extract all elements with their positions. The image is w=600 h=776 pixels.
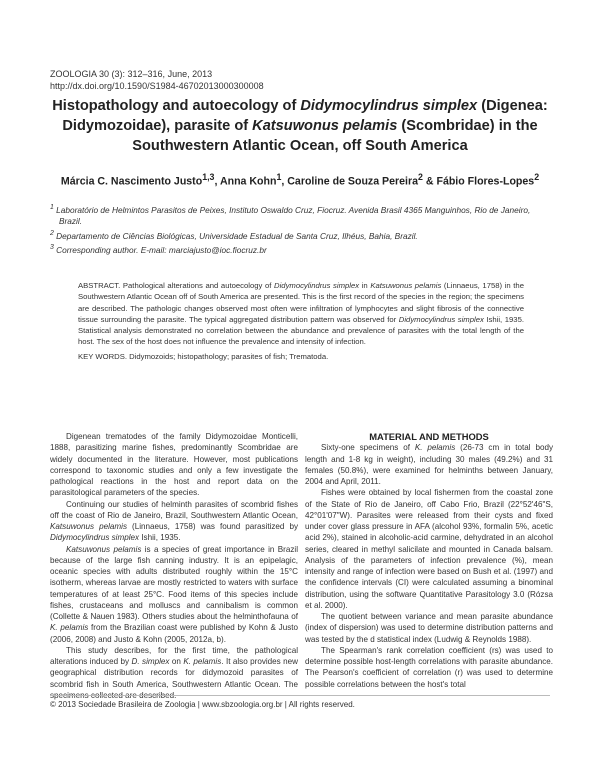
paragraph: Sixty-one specimens of K. pelamis (26-73 cm in total body length and 1-8 kg in weight), including 30 males (49.2%) and 31 females (50.8%), were examined for helminths between January, 2004 and April, 2011.	[305, 443, 553, 486]
paragraph: Digenean trematodes of the family Didymozoidae Monticelli, 1888, parasitizing marine fishes, predominantly Scombridae are widely documented in the literature. However, most publications correspond to taxonomic studies and only a few investigate the pathological reactions in the host and report data on the parasitological parameters of the species.	[50, 432, 298, 498]
right-column	[305, 431, 553, 690]
affiliation: $^3$ Corresponding author. E-mail: marciajusto@ioc.fiocruz.br	[50, 244, 267, 256]
affiliation: $^1$ Laboratório de Helmintos Parasitos de Peixes, Instituto Oswaldo Cruz, Fiocruz. Avenida Brasil 4365 Manguinhos, Rio de Janeiro, Brazil.	[50, 204, 531, 227]
paragraph: This study describes, for the first time, the pathological alterations induced by D. simplex on K. pelamis. It also provides new geographical distribution records for didymozoid parasites of scombrid fish in South America, Southwestern Atlantic Ocean. The specimens collected are described.	[50, 645, 298, 700]
citation: ZOOLOGIA 30 (3): 312–316, June, 2013	[50, 69, 213, 79]
affiliations	[50, 202, 550, 257]
paragraph: Katsuwonus pelamis is a species of great importance in Brazil because of the large fish canning industry. It is an epipelagic, oceanic species with adults distributed roughly within the 15°C isotherm, whereas larvae are mostly restricted to waters with surface temperatures of at least 25°C. Food items of this species include fishes, crustaceans and molluscs and cannibalism is common (Collette & Nauen 1983). Others studies about the helminthofauna of K. pelamis from the Brazilian coast were published by Kohn & Justo (2006, 2008) and Justo & Kohn (2005, 2012a, b).	[50, 544, 298, 644]
paper-title: Histopathology and autoecology of Didymocylindrus simplex (Digenea: Didymozoidae), parasite of Katsuwonus pelamis (Scombridae) in the Southwestern Atlantic Ocean, off South America	[52, 98, 548, 154]
author: Márcia C. Nascimento Justo	[60, 175, 203, 188]
keywords: KEY WORDS. Didymozoids; histopathology; parasites of fish; Trematoda.	[78, 351, 329, 361]
doi-link[interactable]: http://dx.doi.org/10.1590/S1984-46702013000300008	[50, 81, 264, 91]
section-heading: MATERIAL AND METHODS	[369, 431, 489, 442]
affiliation: $^2$ Departamento de Ciências Biológicas, Universidade Estadual de Santa Cruz, Ilhéus, Bahia, Brazil.	[50, 229, 418, 241]
paragraph: The Spearman's rank correlation coefficient (rs) was used to determine possible host-length correlations with parasite abundance. The Pearson's coefficient of correlation (r) was used to determine possible correlations between the host's total	[305, 645, 553, 689]
abstract-label: ABSTRACT.	[78, 281, 121, 290]
author: Fábio Flores-Lopes	[436, 175, 535, 188]
author: Caroline de Souza Pereira	[287, 175, 418, 188]
author: Anna Kohn	[219, 175, 277, 188]
left-column	[50, 431, 298, 701]
footer-divider	[50, 695, 550, 696]
paragraph: Continuing our studies of helminth parasites of scombrid fishes off the coast of Rio de Janeiro, Brazil, Southwestern Atlantic Ocean, Katsuwonus pelamis (Linnaeus, 1758) was found parasitized by Didymocylindrus simplex Ishii, 1935.	[50, 499, 299, 543]
paragraph: The quotient between variance and mean parasite abundance (index of dispersion) was used to determine distribution patterns and was tested by the d statistical index (Ludwig & Reynolds 1988).	[305, 612, 553, 644]
author-list: Márcia C. Nascimento Justo$^{1,3}$, Anna Kohn$^1$, Caroline de Souza Pereira$^2$ & Fábio Flores-Lopes$^2$	[60, 172, 540, 188]
paragraph: Fishes were obtained by local fishermen from the coastal zone of the State of Rio de Janeiro, off Cabo Frio, Brazil (22°52'46"S, 42°01'07"W). Parasites were released from their cysts and fixed under cover glass pressure in AFA (alcohol 93%, formalin 5%, acetic acid 2%), stained in alcoholic-acid carmine, dehydrated in an alcohol series, cleared in methyl salicilate and mounted in Canada balsam. Analysis of the parameters of infection prevalence (%), mean intensity and range of infection were based on Bush et al. (1997) and the confidence intervals (CI) were calculated assuming a binominal distribution, using the software Quantitative Parasitology 3.0 (Rózsa et al. 2000).	[305, 488, 553, 610]
abstract: ABSTRACT. Pathological alterations and autoecology of Didymocylindrus simplex in Katsuwonus pelamis (Linnaeus, 1758) in the Southwestern Atlantic Ocean off of South America are presented. This is the first record of the species in the region; the specimens are described. The pathologic changes observed most often were infiltration of lymphocytes and slight fibrosis of the connective tissue surrounding the parasite. The typical aggregated distribution pattern was observed for Didymocylindrus simplex Ishii, 1935. Statistical analysis demonstrated no correlation between the abundance and prevalence of parasites with the total length of the host. The sex of the host does not influence the prevalence and intensity of infection. KEY WORDS. Didymozoids; histopathology; parasites of fish; Trematoda.	[78, 281, 524, 361]
journal-header	[50, 68, 264, 92]
footer: © 2013 Sociedade Brasileira de Zoologia | www.sbzoologia.org.br | All rights reserved.	[50, 700, 355, 709]
